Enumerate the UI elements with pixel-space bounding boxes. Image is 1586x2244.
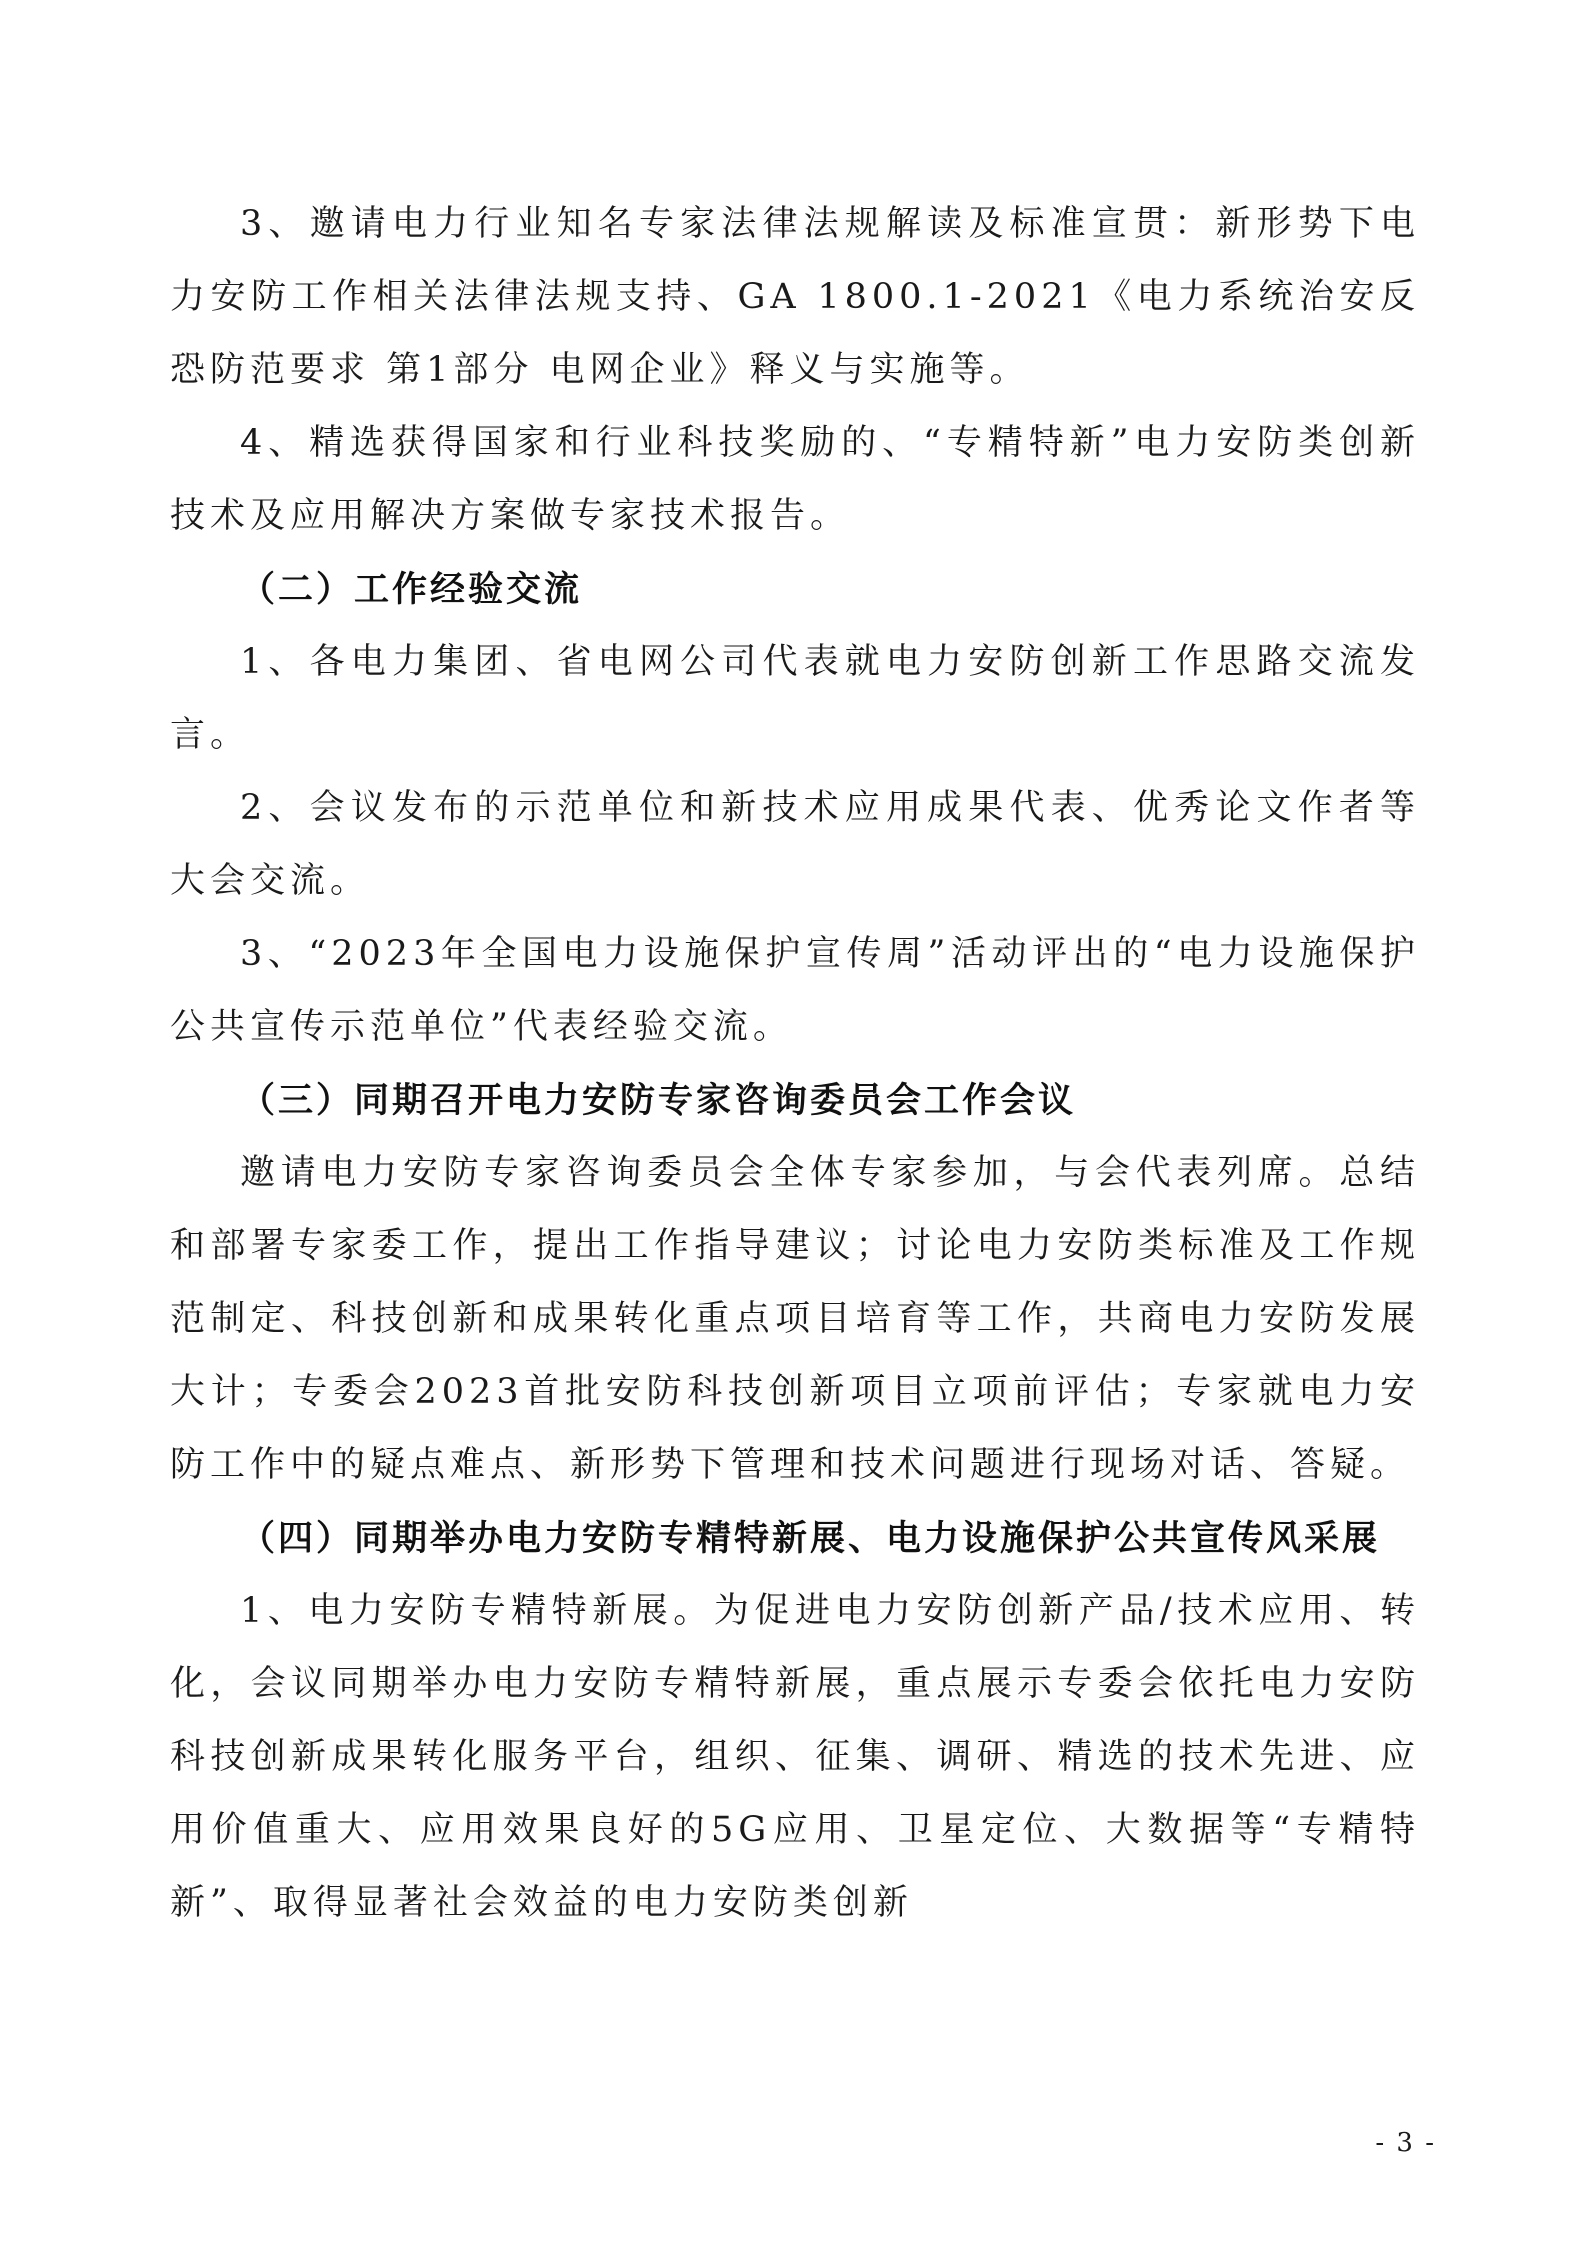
paragraph-protection-week: 3、“2023年全国电力设施保护宣传周”活动评出的“电力设施保护公共宣传示范单位”代表经验交流。 (170, 934, 1420, 1047)
page-number: - 3 - (1375, 2128, 1436, 2158)
paragraph-expert-interpretation: 3、邀请电力行业知名专家法律法规解读及标准宣贯：新形势下电力安防工作相关法律法规支持、GA 1800.1-2021《电力系统治安反恐防范要求 第1部分 电网企业》释义与实施等。 (170, 204, 1420, 390)
section-heading-committee-meeting: （三）同期召开电力安防专家咨询委员会工作会议 (240, 1080, 1077, 1121)
section-heading-exhibitions: （四）同期举办电力安防专精特新展、电力设施保护公共宣传风采展 (240, 1518, 1381, 1559)
paragraph-expert-reports: 4、精选获得国家和行业科技奖励的、“专精特新”电力安防类创新技术及应用解决方案做专家技术报告。 (170, 423, 1420, 536)
paragraph-demo-units-exchange: 2、会议发布的示范单位和新技术应用成果代表、优秀论文作者等大会交流。 (170, 788, 1420, 901)
document-body (170, 188, 1420, 1940)
paragraph-group-speeches: 1、各电力集团、省电网公司代表就电力安防创新工作思路交流发言。 (170, 642, 1420, 755)
paragraph-committee-details: 邀请电力安防专家咨询委员会全体专家参加，与会代表列席。总结和部署专家委工作，提出工作指导建议；讨论电力安防类标准及工作规范制定、科技创新和成果转化重点项目培育等工作，共商电力安防发展大计；专委会2023首批安防科技创新项目立项前评估；专家就电力安防工作中的疑点难点、新形势下管理和技术问题进行现场对话、答疑。 (170, 1153, 1420, 1485)
section-heading-experience-exchange: （二）工作经验交流 (240, 569, 583, 610)
paragraph-exhibition-details: 1、电力安防专精特新展。为促进电力安防创新产品/技术应用、转化，会议同期举办电力安防专精特新展，重点展示专委会依托电力安防科技创新成果转化服务平台，组织、征集、调研、精选的技术先进、应用价值重大、应用效果良好的5G应用、卫星定位、大数据等“专精特新”、取得显著社会效益的电力安防类创新 (170, 1591, 1420, 1923)
